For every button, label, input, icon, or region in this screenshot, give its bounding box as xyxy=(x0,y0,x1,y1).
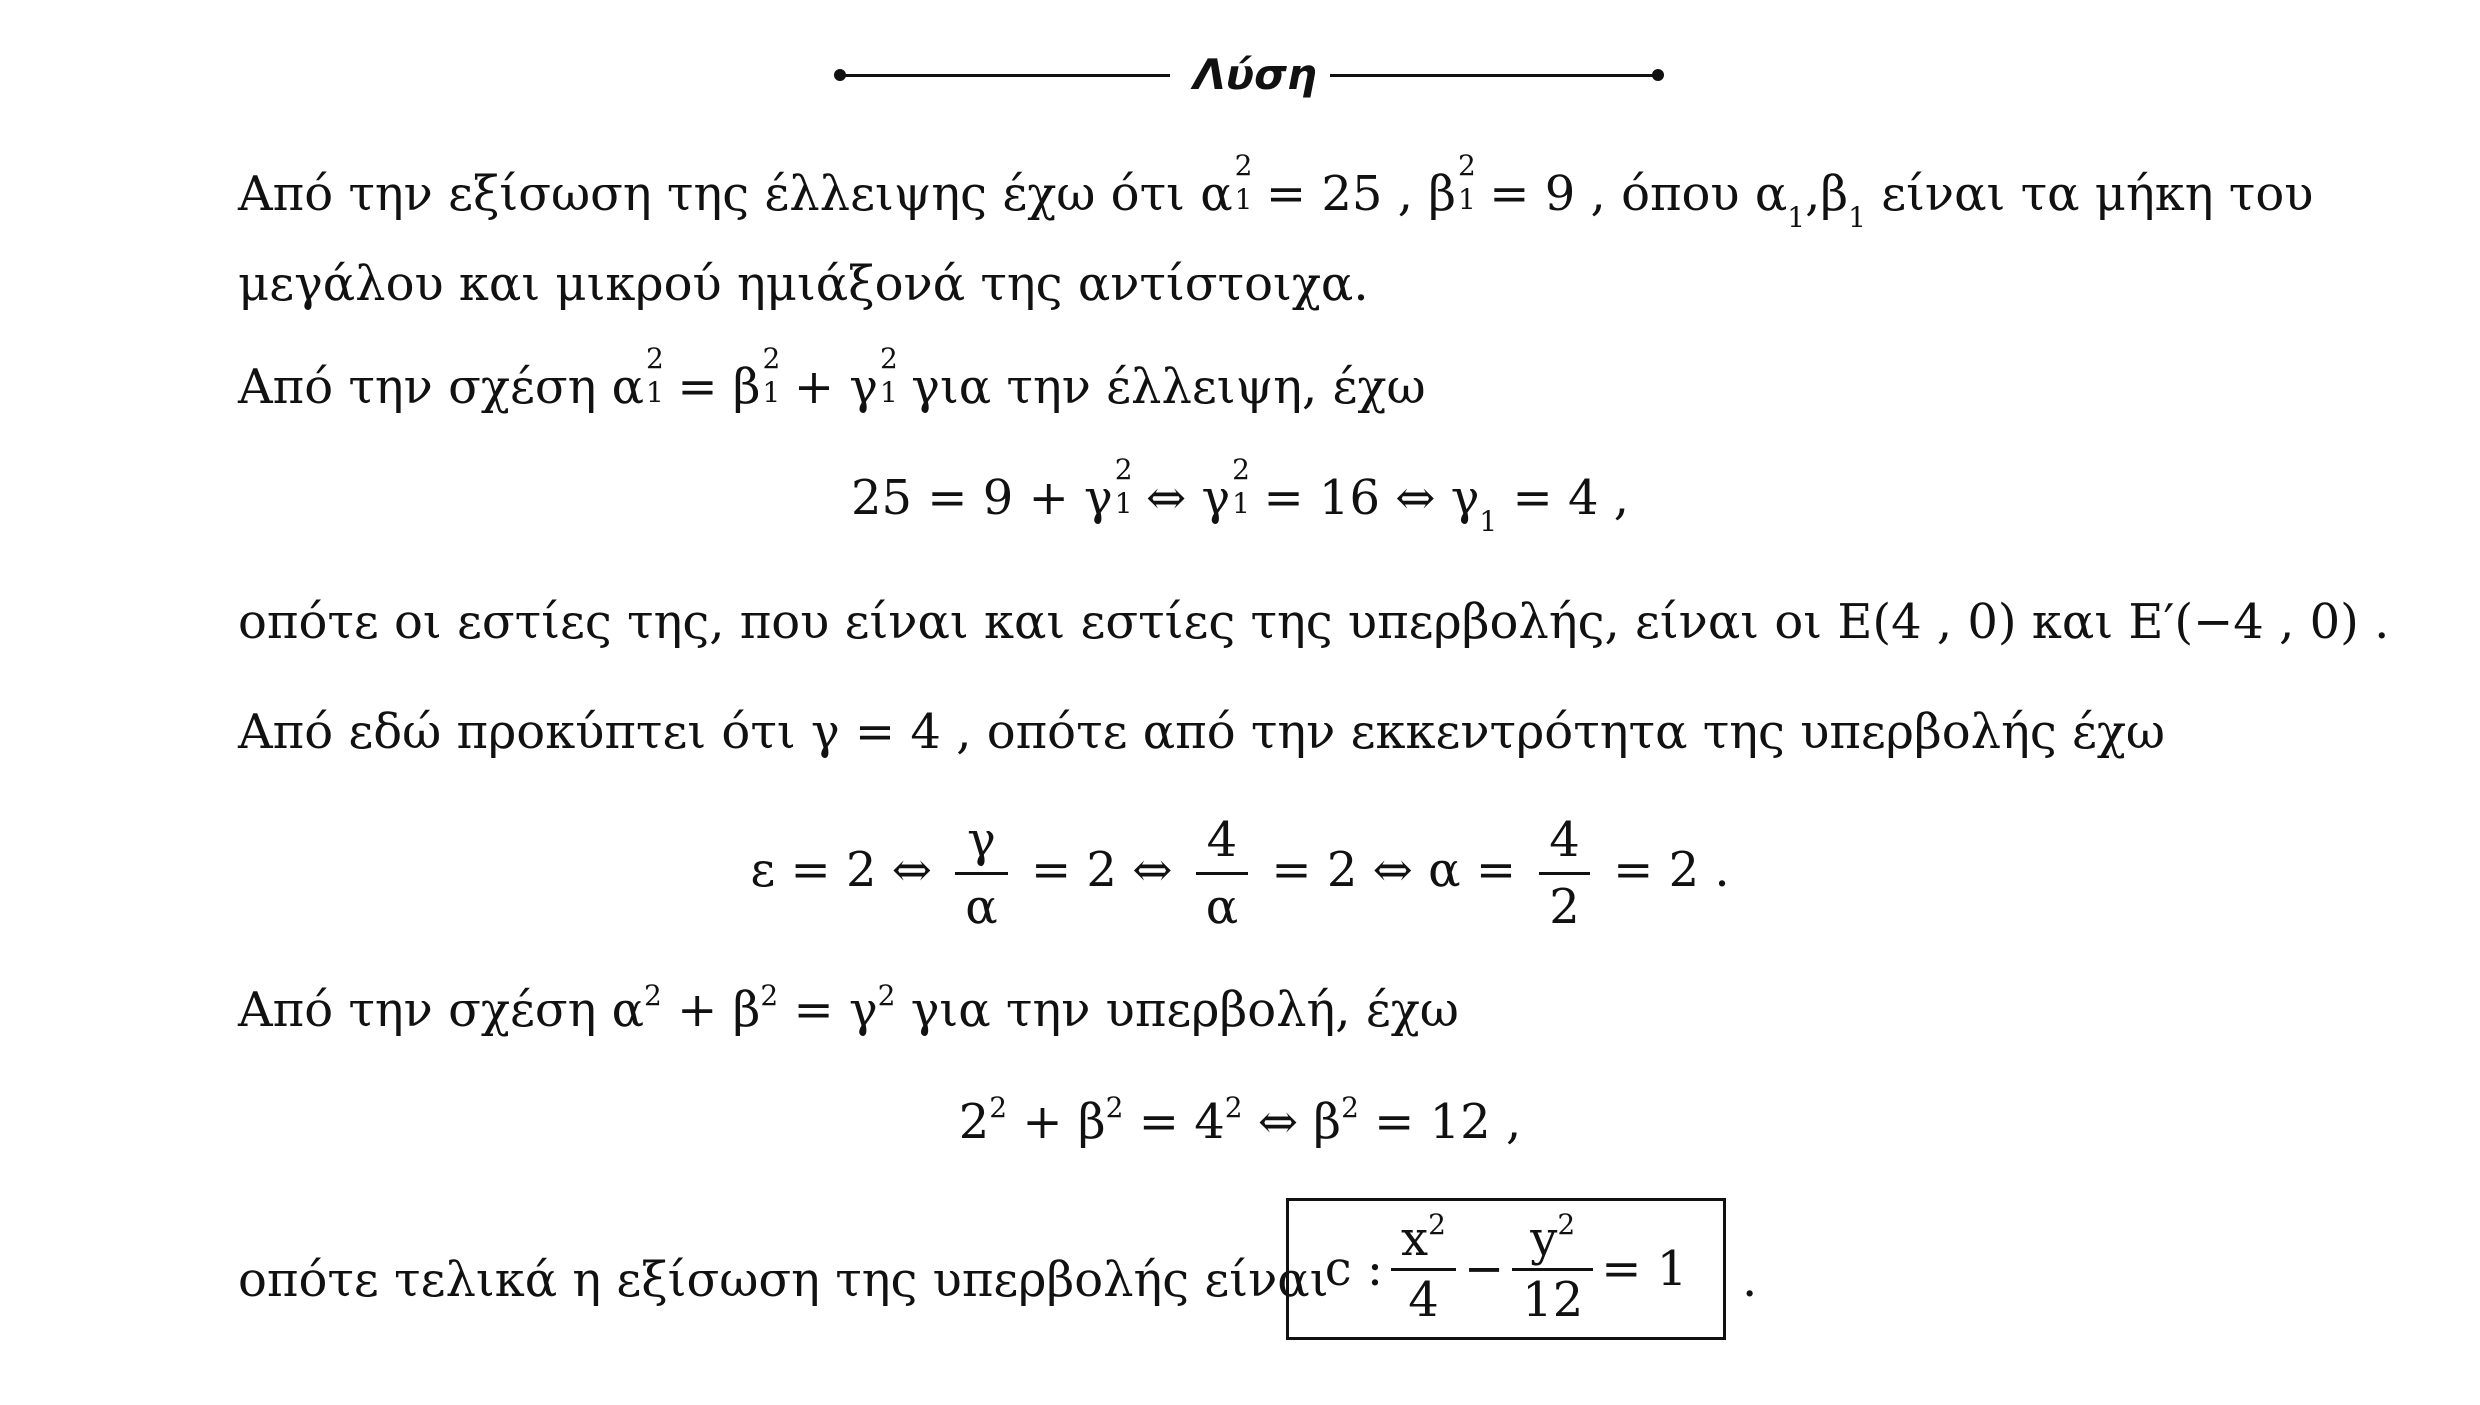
equation-3: $2^2 + \beta^2 = 4^2$ ⇔ $\beta^2 = 12$ , xyxy=(958,1091,1522,1150)
text: οπότε τελικά η εξίσωση της υπερβολής είναι xyxy=(238,1252,1329,1308)
text: είναι τα μήκη του xyxy=(1881,166,2314,222)
text: Από την σχέση xyxy=(238,359,597,415)
page-title: Λύση xyxy=(1193,50,1317,99)
text: για την υπερβολή, έχω xyxy=(910,982,1459,1038)
fraction-4-over-alpha: $\frac{4}{\alpha}$ xyxy=(1196,808,1248,939)
paragraph-4 xyxy=(238,700,2165,764)
paragraph-6 xyxy=(238,1248,1329,1312)
text: για την έλλειψη, έχω xyxy=(911,359,1426,415)
text: Από την εξίσωση της έλλειψης έχω ότι xyxy=(238,166,1185,222)
focus-e: E(4 , 0) xyxy=(1837,594,2017,650)
hyperbola-label: c : xyxy=(1324,1241,1384,1297)
final-period: . xyxy=(1742,1252,1758,1308)
equation-1: 25 = 9 + γ 2 1 ⇔ γ 2 1 = 16 ⇔ $\gamma_1 = 4$ , xyxy=(850,453,1630,538)
text: Από εδώ προκύπτει ότι xyxy=(238,704,796,760)
paragraph-5 xyxy=(238,978,1459,1042)
text: οπότε από την εκκεντρότητα της υπερβολής έχω xyxy=(986,704,2166,760)
focus-e-prime: E′(−4 , 0) xyxy=(2128,594,2359,650)
math-alpha1-beta1: $\alpha_1,\beta_1$ xyxy=(1754,166,1866,234)
math-beta1-squared: β 2 1 = 9 , xyxy=(1428,149,1606,222)
fraction-y2-over-12: $\frac{y^2}{12}$ xyxy=(1512,1210,1593,1329)
equation-2: ε = 2 ⇔ $\frac{\gamma}{\alpha}$ = 2 ⇔ $\frac{4}{\alpha}$ = 2 ⇔ α = $\frac{4}{2}$ = 2 . xyxy=(0,800,2480,940)
title-row xyxy=(830,40,1670,110)
text: . xyxy=(2374,594,2390,650)
math-alpha1-squared: α 2 1 = 25 , xyxy=(1200,149,1413,222)
fraction-x2-over-4: $\frac{x^2}{4}$ xyxy=(1391,1210,1456,1329)
title-left-rule xyxy=(840,74,1170,77)
fraction-4-over-2: $\frac{4}{2}$ xyxy=(1539,808,1590,939)
math-ellipse-relation: α 2 1 = β 2 1 + γ 2 1 xyxy=(611,342,898,415)
title-right-rule xyxy=(1330,74,1660,77)
math-gamma-equals: γ = 4 , xyxy=(810,704,972,760)
paragraph-2 xyxy=(238,342,1426,419)
text: Από την σχέση xyxy=(238,982,597,1038)
text: οπότε οι εστίες της, που είναι και εστίες της υπερβολής, είναι οι xyxy=(238,594,1823,650)
math-hyperbola-relation: $\alpha^2 + \beta^2 = \gamma^2$ xyxy=(611,979,896,1038)
paragraph-1-line-1 xyxy=(238,149,2314,234)
fraction-gamma-over-alpha: $\frac{\gamma}{\alpha}$ xyxy=(955,808,1007,939)
text: όπου xyxy=(1621,166,1740,222)
final-equation-box: c : $\frac{x^2}{4}$ − $\frac{y^2}{12}$ = 1 xyxy=(1286,1198,1726,1340)
paragraph-1-line-2: μεγάλου και μικρού ημιάξονά της αντίστοιχα. xyxy=(238,256,1369,312)
text: και xyxy=(2031,594,2114,650)
title-right-dot xyxy=(1652,69,1664,81)
paragraph-3 xyxy=(238,590,2389,654)
